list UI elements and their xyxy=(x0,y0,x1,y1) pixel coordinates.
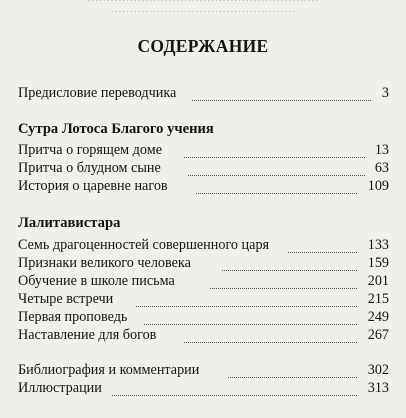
toc-entry-page: 13 xyxy=(374,142,389,158)
toc-entry-page: 63 xyxy=(374,160,389,176)
toc-entry xyxy=(18,290,389,310)
toc-entry xyxy=(18,141,389,161)
toc-entry-page: 302 xyxy=(367,362,389,378)
bleed-through-text: ···························································· xyxy=(87,0,319,7)
section-heading: Сутра Лотоса Благого учения xyxy=(18,121,214,137)
leader-dots xyxy=(222,270,357,271)
toc-entry xyxy=(18,308,389,328)
leader-dots xyxy=(196,193,357,194)
toc-entry-label: Иллюстрации xyxy=(18,380,102,396)
toc-entry-label: Четыре встречи xyxy=(18,291,114,307)
leader-dots xyxy=(184,342,357,343)
toc-entry-label: Наставление для богов xyxy=(18,327,157,343)
toc-entry xyxy=(18,177,389,197)
toc-entry-page: 133 xyxy=(367,237,389,253)
toc-entry-page: 215 xyxy=(367,291,389,307)
toc-entry-label: История о царевне нагов xyxy=(18,178,168,194)
toc-entry-label: Первая проповедь xyxy=(18,309,128,325)
leader-dots xyxy=(184,157,365,158)
page-title: СОДЕРЖАНИЕ xyxy=(137,36,269,56)
leader-dots xyxy=(188,175,365,176)
leader-dots xyxy=(210,288,357,289)
toc-entry xyxy=(18,326,389,346)
toc-entry-page: 267 xyxy=(367,327,389,343)
toc-entry-label: Предисловие переводчика xyxy=(18,85,177,101)
toc-entry-label: Библиография и комментарии xyxy=(18,362,200,378)
toc-entry xyxy=(18,361,389,381)
toc-entry-label: Обучение в школе письма xyxy=(18,273,175,289)
toc-entry xyxy=(18,236,389,256)
toc-entry-page: 109 xyxy=(367,178,389,194)
leader-dots xyxy=(192,100,371,101)
leader-dots xyxy=(136,306,357,307)
toc-entry-page: 249 xyxy=(367,309,389,325)
toc-entry-page: 313 xyxy=(367,380,389,396)
toc-entry xyxy=(18,272,389,292)
toc-entry xyxy=(18,379,389,399)
toc-entry-preface xyxy=(18,84,389,104)
bleed-through-text: ················································ xyxy=(110,6,296,18)
toc-entry-page: 159 xyxy=(367,255,389,271)
toc-entry xyxy=(18,254,389,274)
leader-dots xyxy=(144,324,357,325)
toc-entry-label: Притча о блудном сыне xyxy=(18,160,161,176)
leader-dots xyxy=(228,377,357,378)
toc-entry-page: 201 xyxy=(367,273,389,289)
section-heading: Лалитавистара xyxy=(18,215,121,231)
toc-entry-label: Признаки великого человека xyxy=(18,255,191,271)
toc-entry-label: Семь драгоценностей совершенного царя xyxy=(18,237,270,253)
leader-dots xyxy=(112,395,357,396)
toc-entry xyxy=(18,159,389,179)
toc-entry-label: Притча о горящем доме xyxy=(18,142,162,158)
leader-dots xyxy=(288,252,357,253)
toc-entry-page: 3 xyxy=(381,85,389,101)
